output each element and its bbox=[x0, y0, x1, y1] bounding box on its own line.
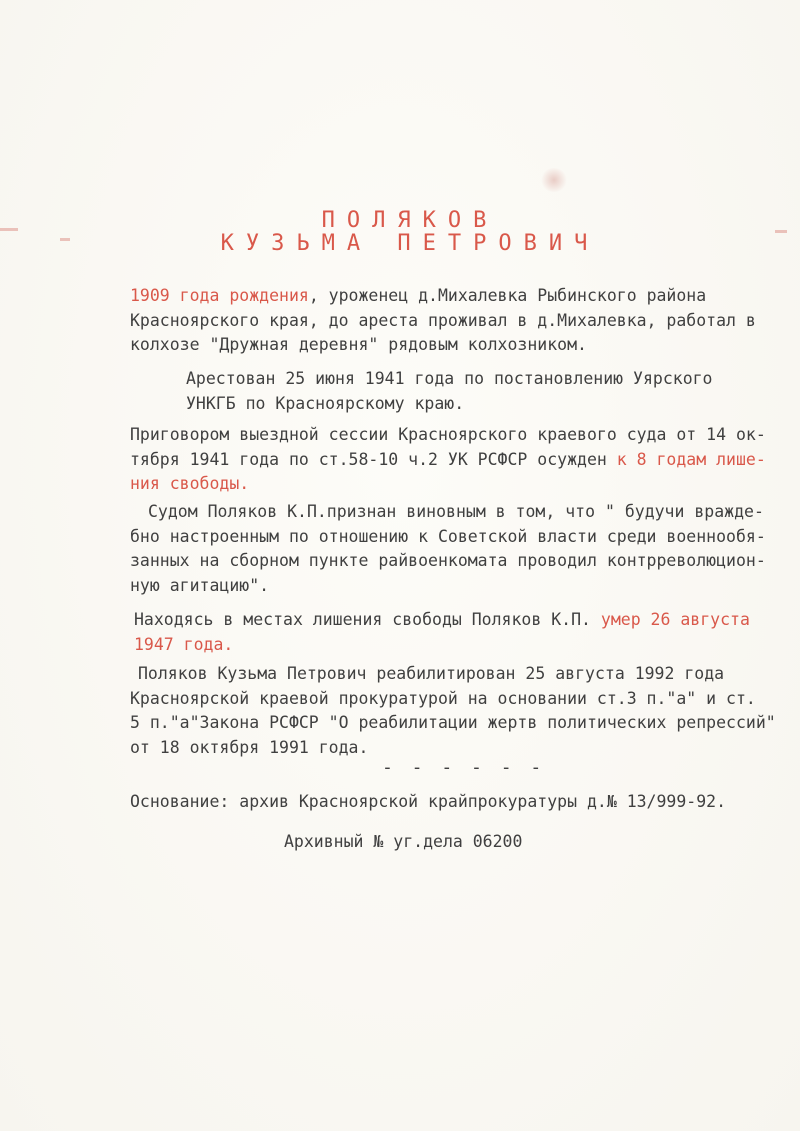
rehab-line-2: Красноярской краевой прокуратурой на основании ст.3 п."а" и ст. bbox=[130, 688, 756, 708]
death-date: умер 26 августа bbox=[600, 610, 750, 629]
verdict-line-2: бно настроенным по отношению к Советской власти среди военнообя- bbox=[130, 526, 766, 546]
verdict-line-3: занных на сборном пункте райвоенкомата проводил контрреволюцион- bbox=[130, 551, 766, 570]
sentence-line-2: тября 1941 года по ст.58-10 ч.2 УК РСФСР осужден к 8 годам лише- bbox=[130, 449, 766, 469]
separator-dashes: - - - - - - bbox=[382, 757, 546, 778]
title-surname: ПОЛЯКОВ bbox=[321, 208, 499, 233]
sentence-line-1: Приговором выездной сессии Красноярского краевого суда от 14 ок- bbox=[130, 425, 766, 444]
bio-line-3: колхозе "Дружная деревня" рядовым колхозником. bbox=[130, 335, 587, 354]
birth-year: 1909 года рождения bbox=[130, 286, 309, 305]
sentence-paragraph bbox=[130, 423, 766, 497]
death-line-1: Находясь в местах лишения свободы Поляков К.П. умер 26 августа bbox=[134, 610, 750, 629]
biography-paragraph bbox=[130, 284, 756, 358]
death-line-2: 1947 года. bbox=[134, 634, 234, 654]
verdict-line-1: Судом Поляков К.П.признан виновным в том, что " будучи вражде- bbox=[148, 502, 764, 521]
sentence-line-3: ния свободы. bbox=[130, 474, 250, 493]
verdict-line-4: ную агитацию". bbox=[130, 575, 270, 595]
sentence-term: к 8 годам лише- bbox=[616, 449, 766, 469]
rehabilitation-paragraph bbox=[130, 662, 776, 760]
arrest-line-2: УНКГБ по Красноярскому краю. bbox=[186, 393, 465, 413]
bio-line-1: 1909 года рождения, уроженец д.Михалевка Рыбинского района bbox=[130, 286, 707, 305]
rehab-line-1: Поляков Кузьма Петрович реабилитирован 25 августа 1992 года bbox=[138, 664, 725, 683]
rehab-line-3: 5 п."а"Закона РСФСР "О реабилитации жертв политических репрессий" bbox=[130, 713, 776, 732]
basis-line: Основание: архив Красноярской крайпрокуратуры д.№ 13/999-92. bbox=[130, 792, 727, 811]
title-given-names: КУЗЬМА ПЕТРОВИЧ bbox=[220, 231, 600, 256]
arrest-line-1: Арестован 25 июня 1941 года по постановлению Уярского bbox=[186, 369, 713, 388]
bio-line-2: Красноярского края, до ареста проживал в д.Михалевка, работал в bbox=[130, 310, 756, 330]
arrest-paragraph bbox=[186, 367, 713, 416]
verdict-paragraph bbox=[130, 500, 766, 598]
ink-smudge bbox=[540, 168, 568, 192]
archive-number: Архивный № уг.дела 06200 bbox=[284, 832, 523, 851]
death-paragraph bbox=[134, 608, 750, 657]
rehab-line-4: от 18 октября 1991 года. bbox=[130, 737, 369, 757]
